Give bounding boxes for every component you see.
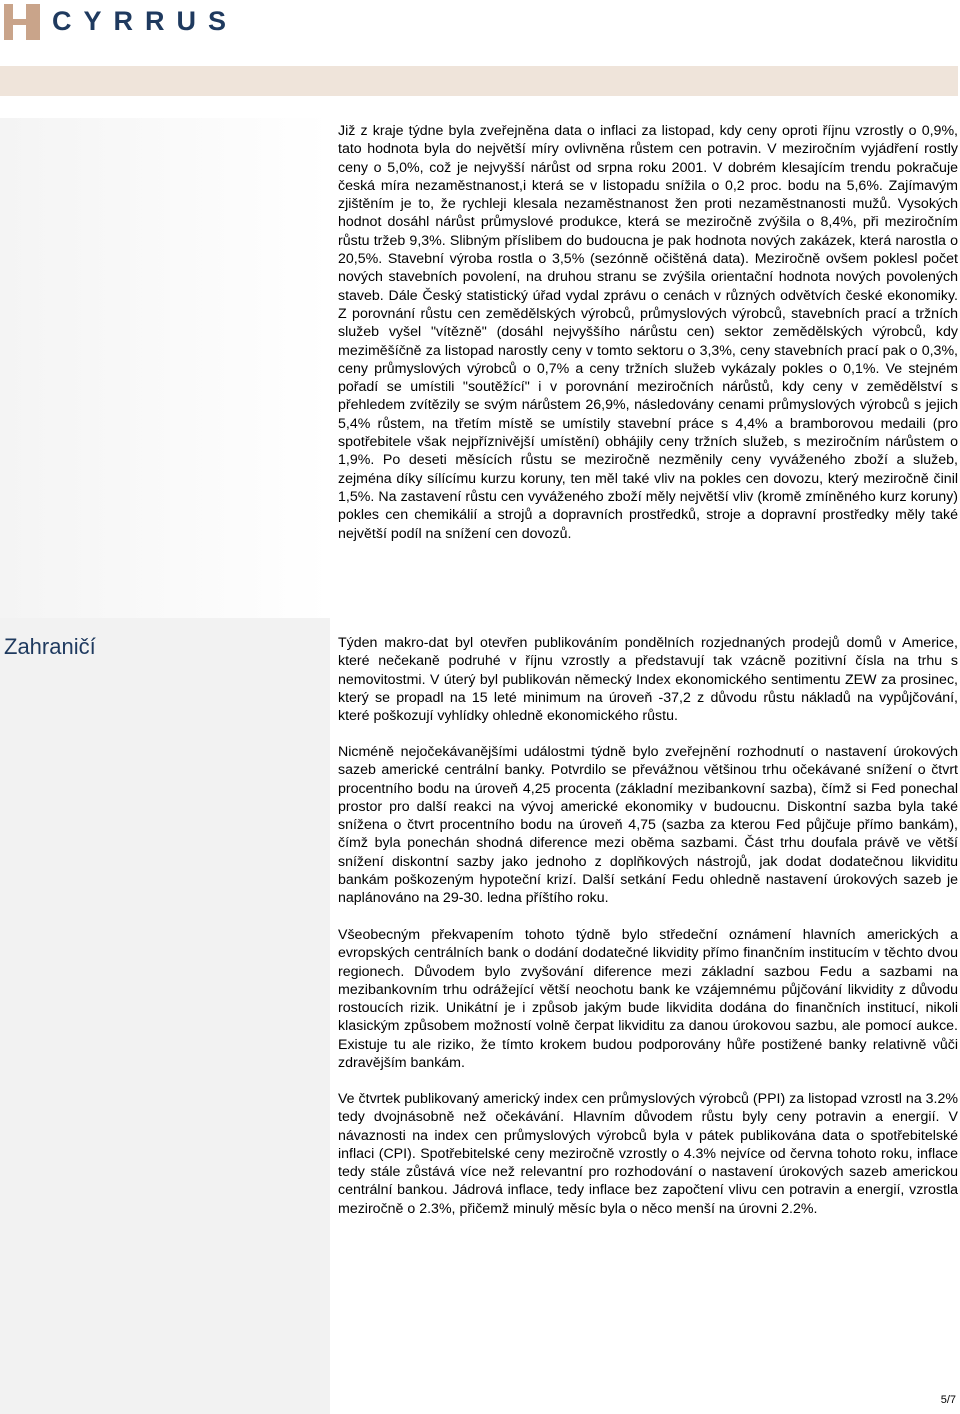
foreign-paragraph-2: Nicméně nejočekávanějšími událostmi týdně bylo zveřejnění rozhodnutí o nastavení úrokových sazeb americké centrální banky. Potvrdilo se převážnou většinou trhu očekávané snížení o čtvrt procentního bodu na úroveň 4,25 procenta (základní mezibankovní sazba), čímž si Fed ponechal prostor pro další reakci na vývoj americké ekonomiky v budoucnu. Diskontní sazba byla také snížena o čtvrt procentního bodu na úroveň 4,75 (sazba za kterou Fed půjčuje přímo bankám), čímž byla ponechán shodná diference mezi oběma sazbami. Část trhu doufala právě ve větší snížení diskontní sazby jako jednoho z doplňkových nástrojů, jak dodat dodatečnou likviditu bankám poškozeným hypoteční krizí. Další setkání Fedu ohledně nastavení úrokových sazeb je naplánováno na 29-30. ledna příštího roku.	[338, 744, 958, 907]
header-band	[0, 66, 958, 96]
foreign-paragraph-1: Týden makro-dat byl otevřen publikováním pondělních rozjednaných prodejů domů v Americe, které nečekaně podruhé v říjnu vzrostly a představují tak vzácně pozitivní čísla na trhu s nemovitostmi. V úterý byl publikován německý Index ekonomického sentimentu ZEW za prosinec, který se propadl na 15 leté minimum na úroveň -37,2 z důvodu růstu nákladů na vypůjčování, které poškozují vyhlídky ohledně ekonomického růstu.	[338, 635, 958, 725]
page-number: 5/7	[940, 1394, 956, 1406]
section-title-foreign: Zahraničí	[4, 634, 96, 659]
page-header	[0, 0, 960, 48]
foreign-paragraph-3: Všeobecným překvapením tohoto týdně bylo středeční oznámení hlavních amerických a evropských centrálních bank o dodání dodatečné likvidity přímo finančním institucím v těchto dvou regionech. Důvodem bylo zvyšování diference mezi základní sazbou Fedu a sazbami na mezibankovním trhu odrážející větší neochotu bank ke vzájemnému půjčování likvidity z důvodu rostoucích rizik. Unikátní je i způsob jakým bude likvidita dodána do finančních institucí, nikoli klasickým způsobem možností volně čerpat likviditu za danou úrokovou sazbu, ale pomocí aukce. Existuje tu ale riziko, že tímto krokem budou podporovány hůře postižené banky relativně vůči zdravějším bankám.	[338, 927, 958, 1072]
brand-name: CYRRUS	[52, 6, 239, 36]
left-column-shade	[0, 118, 330, 618]
cyrrus-logo-icon	[4, 4, 40, 40]
intro-paragraph: Již z kraje týdne byla zveřejněna data o inflaci za listopad, kdy ceny oproti říjnu vzrostly o 0,9%, tato hodnota byla do největší míry ovlivněna růstem cen potravin. V meziročním vyjádření rostly ceny o 5,0%, což je nejvyšší nárůst od srpna roku 2001. V dobrém klesajícím trendu pokračuje česká míra nezaměstnanost,i která se v listopadu snížila o 0,2 proc. bodu na 5,6%. Zajímavým zjištěním je to, že rychleji klesala nezaměstnanost žen proti nezaměstnanosti mužů. Vysokých hodnot dosáhl nárůst průmyslové produkce, která se meziročně zvýšila o 8,4%, při meziročním růstu tržeb 9,3%. Slibným příslibem do budoucna je pak hodnota nových zakázek, která narostla o 20,5%. Stavební výroba rostla o 3,5% (sezónně očištěná data). Meziročně ovšem poklesl počet nových stavebních povolení, na druhou stranu se zvýšila orientační hodnota nových povolených staveb. Dále Český statistický úřad vydal zprávu o cenách v různých odvětvích české ekonomiky. Z porovnání růstu cen zemědělských výrobců, průmyslových výrobců, stavebních prací a tržních služeb vyšel "vítězně" (dosáhl nejvyššího nárůstu cen) sektor zemědělských výrobců, kdy meziměšíčně za listopad narostly ceny v tomto sektoru o 3,3%, ceny stavebních prací pak o 0,3%, ceny průmyslových výrobců o 0,7% a ceny tržních služeb vykázaly pokles o 0,1%. Ve stejném pořadí se umístili "soutěžící" i v porovnání meziročních nárůstů, kdy ceny v zemědělství s přehledem zvítězily se svým nárůstem 26,9%, následovány cenami průmyslových výrobců s jejich 5,4% růstem, na třetím místě se umístily stavební práce s 4,4% a bramborovou medaili (pro spotřebitele však nejpříznivější umístění) obhájily ceny tržních služeb, s meziročním nárůstem o 1,9%. Po deseti měsících růstu se meziročně nezměnily ceny vyváženého zboží a služeb, zejména díky sílícímu kurzu koruny, ten měl také vliv na pokles cen dovozu, který meziročně činil 1,5%. Na zastavení růstu cen vyváženého zboží měly největší vliv (kromě zmíněného kurz koruny) pokles cen chemikálií a strojů a dopravních prostředků, stroje a dopravní prostředky měly také největší podíl na snížení cen dovozů.	[338, 123, 958, 542]
foreign-paragraph-4: Ve čtvrtek publikovaný americký index cen průmyslových výrobců (PPI) za listopad vzrostl na 3.2% tedy dvojnásobně než očekávání. Hlavním důvodem růstu byly ceny potravin a energií. V návaznosti na index cen průmyslových výrobců byla v pátek publikována data o spotřebitelské inflaci (CPI). Spotřebitelské ceny meziročně vzrostly o 4.3% nejvíce od června tohoto roku, inflace tedy stále zůstává více než relevantní pro rozhodování o nastavení úrokových sazeb americkou centrální bankou. Jádrová inflace, tedy inflace bez započtení vlivu cen potravin a energií, vzrostla meziročně o 2.3%, přičemž minulý měsíc byla o něco menší na úrovni 2.2%.	[338, 1091, 958, 1217]
